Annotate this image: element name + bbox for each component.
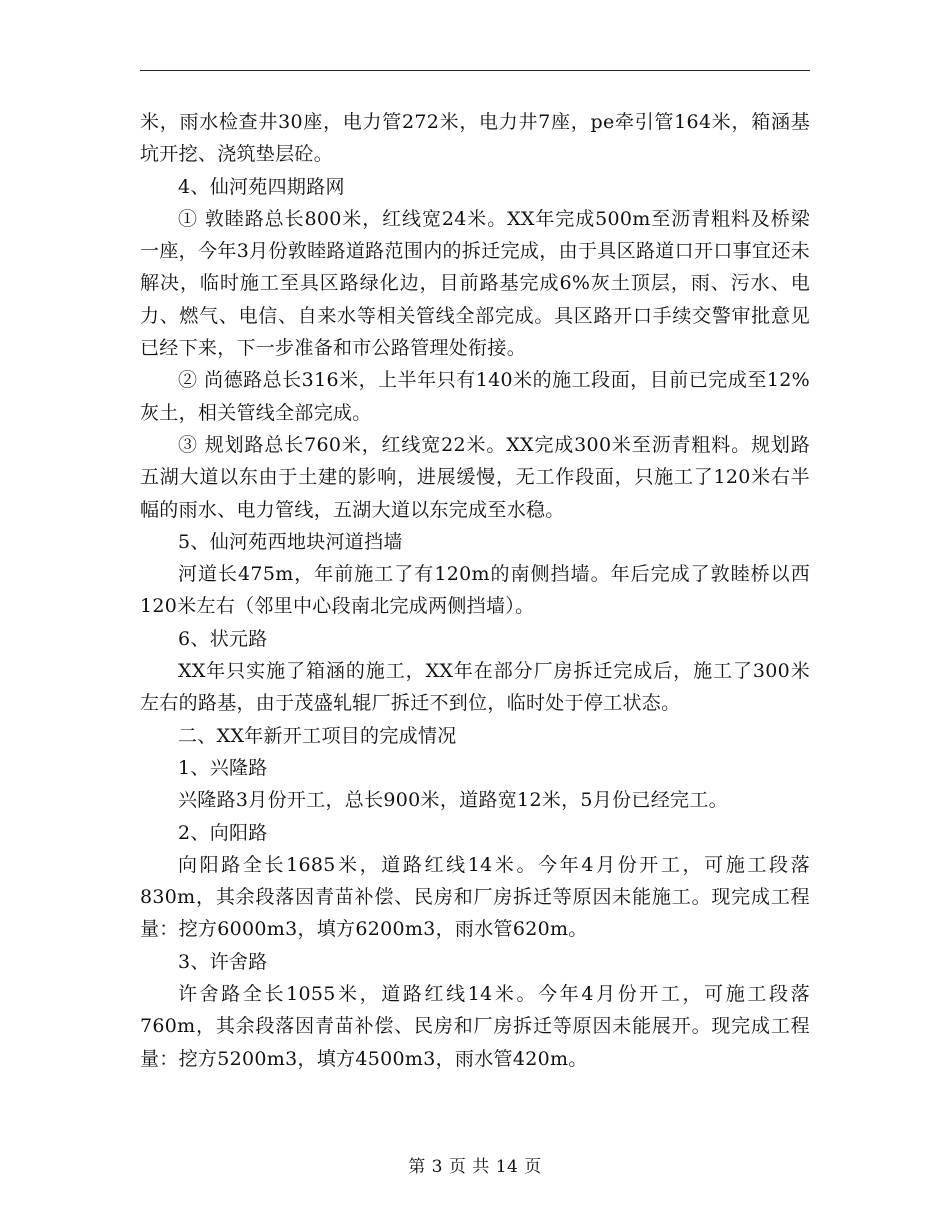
section-heading-xiangyang-road: 2、向阳路 (178, 821, 268, 844)
section-heading-xianheyuan-phase4: 4、仙河苑四期路网 (178, 175, 345, 198)
footer-prefix: 第 (408, 1157, 426, 1177)
section-heading-xinglong-road: 1、兴隆路 (178, 756, 268, 779)
section-heading-new-projects: 二、XX年新开工项目的完成情况 (178, 724, 457, 747)
document-body (140, 106, 810, 1075)
paragraph-dunmu-road: ① 敦睦路总长800米，红线宽24米。XX年完成500m至沥青粗料及桥梁一座，今年3月份敦睦路道路范围内的拆迁完成，由于具区路道口开口事宜还未解决，临时施工至具区路绿化边，目前路基完成6%灰土顶层，雨、污水、电力、燃气、电信、自来水等相关管线全部完成。具区路开口手续交警审批意见已经下来，下一步准备和市公路管理处衔接。 (140, 207, 810, 360)
paragraph-xinglong-road: 兴隆路3月份开工，总长900米，道路宽12米，5月份已经完工。 (178, 789, 728, 812)
footer-current-page: 3 (431, 1157, 443, 1177)
footer-total-label: 共 (472, 1157, 490, 1177)
paragraph-shangde-road: ② 尚德路总长316米，上半年只有140米的施工段面，目前已完成至12%灰土，相关管线全部完成。 (140, 369, 810, 424)
section-heading-zhuangyuan-road: 6、状元路 (178, 627, 268, 650)
paragraph-continuation: 米，雨水检查井30座，电力管272米，电力井7座，pe牵引管164米，箱涵基坑开挖、浇筑垫层砼。 (140, 111, 810, 166)
paragraph-river-wall: 河道长475m，年前施工了有120m的南侧挡墙。年后完成了敦睦桥以西120米左右（邻里中心段南北完成两侧挡墙）。 (140, 563, 810, 618)
page-footer (0, 1152, 950, 1177)
paragraph-xushe-road: 许舍路全长1055米，道路红线14米。今年4月份开工，可施工段落760m，其余段落因青苗补偿、民房和厂房拆迁等原因未能展开。现完成工程量：挖方5200m3，填方4500m3，雨水管420m。 (140, 983, 810, 1070)
footer-page-label: 页 (448, 1157, 467, 1177)
section-heading-river-wall: 5、仙河苑西地块河道挡墙 (178, 530, 403, 553)
footer-suffix: 页 (524, 1157, 542, 1177)
paragraph-zhuangyuan-road: XX年只实施了箱涵的施工，XX年在部分厂房拆迁完成后，施工了300米左右的路基，由于茂盛轧辊厂拆迁不到位，临时处于停工状态。 (140, 660, 810, 715)
header-rule (140, 70, 810, 71)
paragraph-xiangyang-road: 向阳路全长1685米，道路红线14米。今年4月份开工，可施工段落830m，其余段落因青苗补偿、民房和厂房拆迁等原因未能施工。现完成工程量：挖方6000m3，填方6200m3，雨水管620m。 (140, 853, 810, 941)
section-heading-xushe-road: 3、许舍路 (178, 950, 268, 973)
paragraph-planned-road: ③ 规划路总长760米，红线宽22米。XX完成300米至沥青粗料。规划路五湖大道以东由于土建的影响，进展缓慢，无工作段面，只施工了120米右半幅的雨水、电力管线，五湖大道以东完成至水稳。 (140, 433, 810, 521)
footer-total-pages: 14 (495, 1157, 519, 1177)
